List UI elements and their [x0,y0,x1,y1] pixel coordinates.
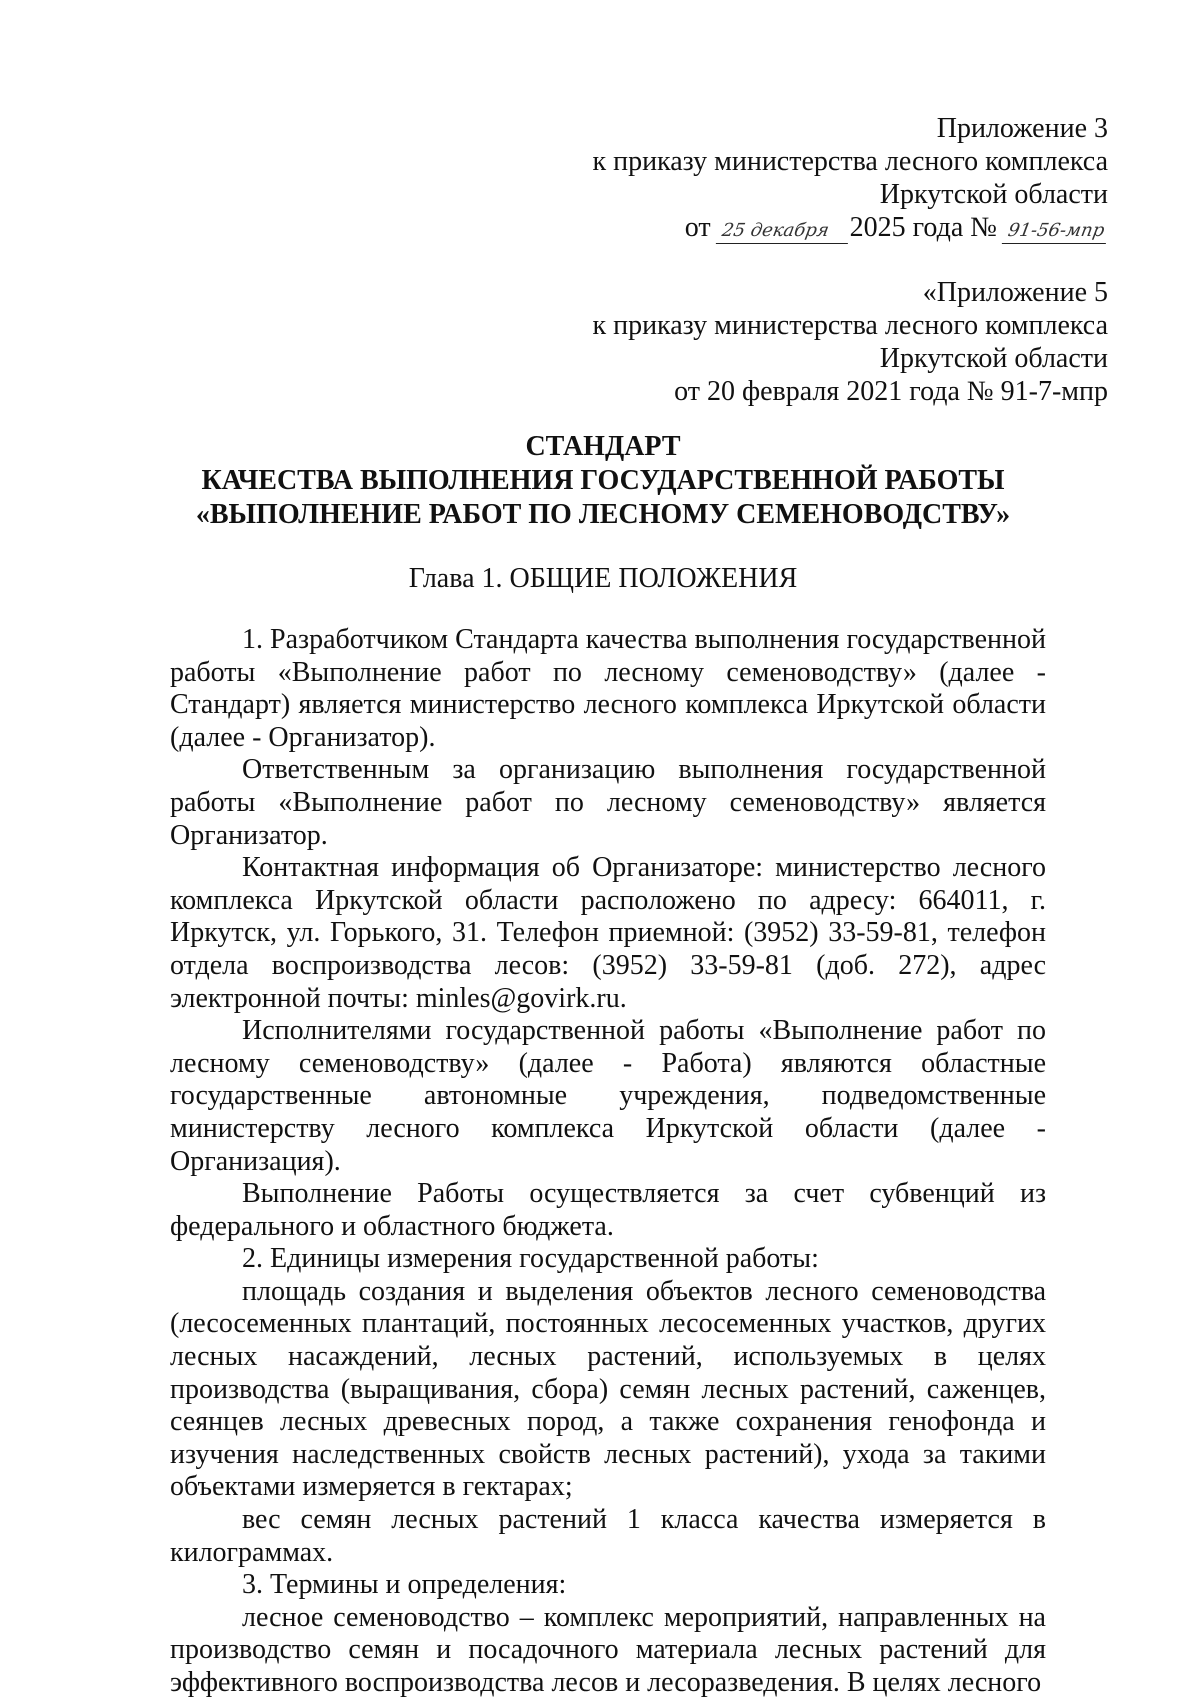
paragraph-terms-heading: 3. Термины и определения: [242,1569,567,1601]
date-prefix: от [684,212,711,243]
chapter-heading: Глава 1. ОБЩИЕ ПОЛОЖЕНИЯ [408,563,798,594]
paragraph-responsible: Ответственным за организацию выполнения государственной работы «Выполнение работ по лесному семеноводству» является Организатор. [170,754,1046,851]
appendix-date-line [348,211,1108,244]
document-body [170,624,1046,1700]
paragraph-executors: Исполнителями государственной работы «Выполнение работ по лесному семеноводству» (далее - Работа) являются областные государственные автономные учреждения, подведомственные министерству лесного комплекса Иркутской области (далее - Организация). [170,1015,1046,1177]
appendix-header [348,112,1108,244]
original-line-1: «Приложение 5 [922,277,1108,308]
original-line-2: к приказу министерства лесного комплекса [592,310,1108,341]
title-line-2: КАЧЕСТВА ВЫПОЛНЕНИЯ ГОСУДАРСТВЕННОЙ РАБОТЫ [201,465,1005,496]
title-line-1: СТАНДАРТ [525,431,681,462]
handwritten-number: 91-56-мпр [1002,219,1110,244]
original-line-4: от 20 февраля 2021 года № 91-7-мпр [674,376,1108,407]
paragraph-funding: Выполнение Работы осуществляется за счет субвенций из федерального и областного бюджета. [170,1178,1046,1242]
original-line-3: Иркутской области [879,343,1108,374]
paragraph-units-area: площадь создания и выделения объектов лесного семеноводства (лесосеменных плантаций, постоянных лесосеменных участков, других лесных насаждений, лесных растений, используемых в целях производства (выращивания, сбора) семян лесных растений, саженцев, сеянцев лесных древесных пород, а также сохранения генофонда и изучения наследственных свойств лесных растений), ухода за такими объектами измеряется в гектарах; [170,1275,1046,1503]
appendix-line-3: Иркутской области [879,179,1108,210]
paragraph-units-heading: 2. Единицы измерения государственной работы: [242,1243,819,1275]
appendix-line-1: Приложение 3 [936,113,1108,144]
title-line-3: «ВЫПОЛНЕНИЕ РАБОТ ПО ЛЕСНОМУ СЕМЕНОВОДСТВУ» [195,499,1011,530]
paragraph-contact-info: Контактная информация об Организаторе: министерство лесного комплекса Иркутской области расположено по адресу: 664011, г. Иркутск, ул. Горького, 31. Телефон приемной: (3952) 33-59-81, телефон отдела воспроизводства лесов: (3952) 33-59-81 (доб. 272), адрес электронной почты: minles@govirk.ru. [170,852,1046,1014]
appendix-line-2: к приказу министерства лесного комплекса [592,146,1108,177]
handwritten-date: 25 декабря [715,219,851,244]
paragraph-units-weight: вес семян лесных растений 1 класса качества измеряется в килограммах. [170,1504,1046,1568]
document-title [160,430,1046,532]
date-year-text: 2025 года № [849,212,997,243]
paragraph-developer: 1. Разработчиком Стандарта качества выполнения государственной работы «Выполнение работ по лесному семеноводству» (далее - Стандарт) является министерство лесного комплекса Иркутской области (далее - Организатор). [170,624,1046,753]
original-appendix-header [348,276,1108,408]
paragraph-term-seed-production: лесное семеноводство – комплекс мероприятий, направленных на производство семян и посадочного материала лесных растений для эффективного воспроизводства лесов и лесоразведения. В целях лесного [170,1601,1046,1698]
